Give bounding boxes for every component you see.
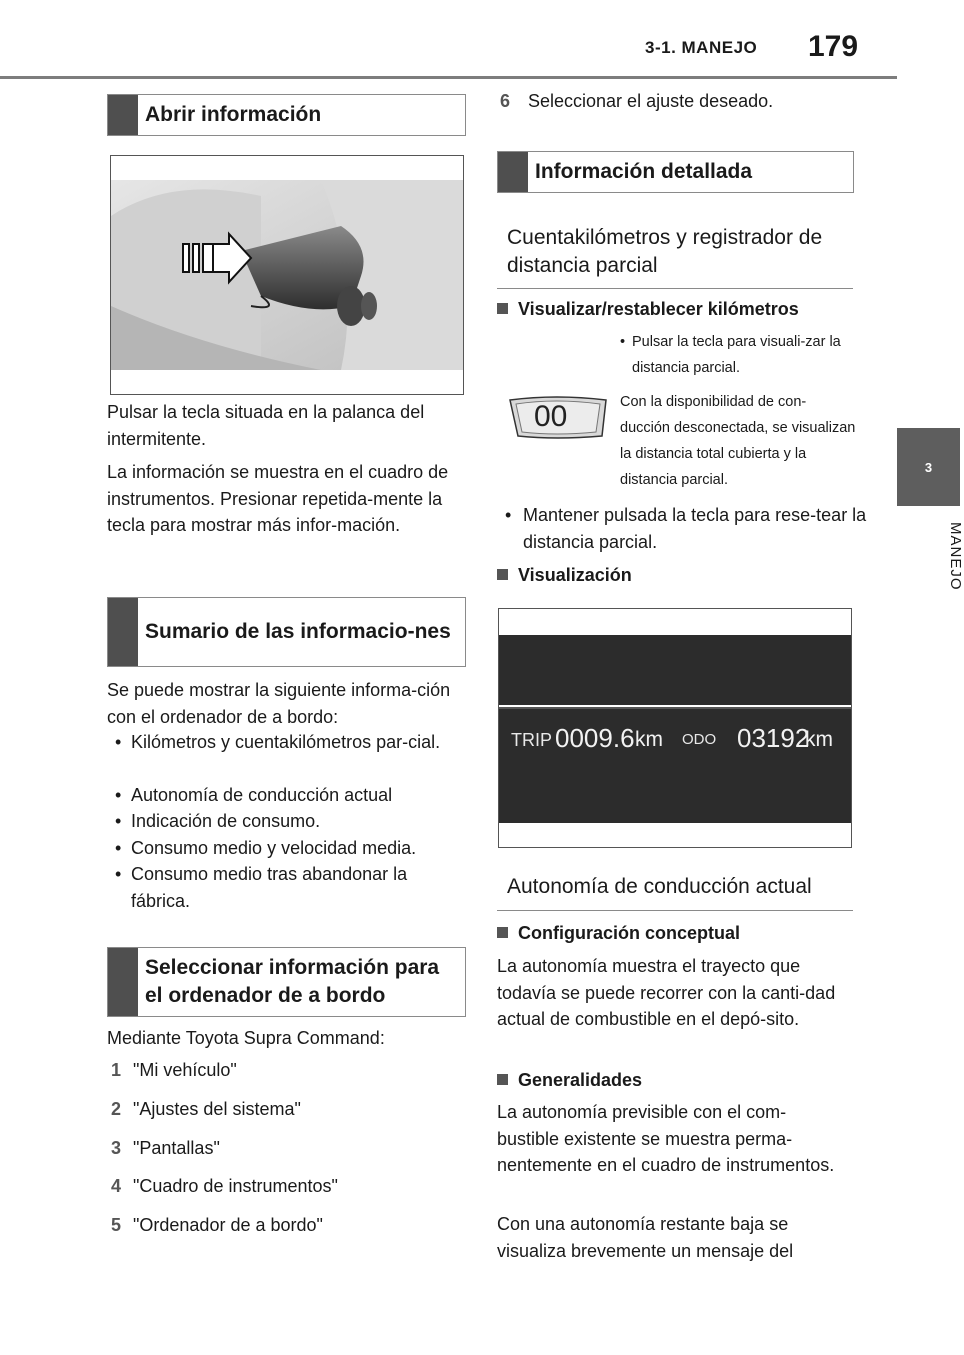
instrument-display-illustration [498,608,852,848]
step-item: 3 "Pantallas" [111,1138,220,1158]
heading-seleccionar: Seleccionar información para el ordenador de a bordo [107,947,466,1017]
trip-label: TRIP [511,730,553,750]
para-informacion-cuadro: La información se muestra en el cuadro de instrumentos. Presionar repetida-mente la tecla para mostrar más infor-mación. [107,462,449,535]
bullet-mantener: • Mantener pulsada la tecla para rese-tear la distancia parcial. [505,505,867,552]
chapter-label: MANEJO [947,522,964,591]
step-item: 4 "Cuadro de instrumentos" [111,1176,338,1196]
trip-unit: km [635,728,663,751]
turn-signal-stalk-image [111,156,463,394]
list-item: • Indicación de consumo. [115,811,321,831]
bold-heading-generalidades: Generalidades [497,1070,857,1091]
list-item: • Consumo medio tras abandonar la fábrica. [115,864,408,911]
reset-button-illustration [506,394,610,442]
odo-label: ODO [682,731,717,748]
heading-informacion-detallada: Información detallada [497,151,854,193]
step-item: 1 "Mi vehículo" [111,1060,237,1080]
header-rule [0,76,960,79]
stalk-illustration [110,155,464,395]
subheading-cuentakilometros: Cuentakilómetros y registrador de distancia parcial [507,226,823,277]
button-digits: 00 [534,400,568,433]
step-item: 2 "Ajustes del sistema" [111,1099,301,1119]
running-header-section: 3-1. MANEJO [645,38,758,57]
trip-value: 0009.6 [555,723,635,753]
step-item: 5 "Ordenador de a bordo" [111,1215,323,1235]
bold-heading-configuracion: Configuración conceptual [497,923,857,944]
step-item-6: 6 Seleccionar el ajuste deseado. [500,91,774,111]
para-autonomia-baja: Con una autonomía restante baja se visualiza brevemente un mensaje del [497,1214,794,1261]
heading-abrir-informacion: Abrir información [107,94,466,136]
para-autonomia-muestra: La autonomía muestra el trayecto que todavía se puede recorrer con la canti-dad actual de combustible en el depó-sito. [497,956,836,1029]
para-pulsar-tecla: Pulsar la tecla situada en la palanca del intermitente. [107,402,425,449]
subheading-rule [497,910,853,911]
note-disponibilidad: Con la disponibilidad de con-ducción desconectada, se visualizan la distancia total cubierta y la distancia parcial. [620,394,856,488]
para-mediante: Mediante Toyota Supra Command: [107,1028,385,1048]
odo-value: 03192 [737,723,810,753]
bold-heading-visualizacion: Visualización [497,565,857,586]
list-item: • Kilómetros y cuentakilómetros par-cial. [115,732,441,752]
page-number: 179 [808,30,859,63]
subheading-rule [497,288,853,289]
odo-unit: km [805,728,833,751]
chapter-tab: 3 [897,428,960,506]
list-item: • Autonomía de conducción actual [115,785,393,805]
list-item: • Consumo medio y velocidad media. [115,838,417,858]
bold-heading-visualizar: Visualizar/restablecer kilómetros [497,299,857,320]
subheading-autonomia: Autonomía de conducción actual [507,875,812,898]
note-pulsar-tecla: • Pulsar la tecla para visuali-zar la distancia parcial. [620,334,841,376]
heading-sumario: Sumario de las informacio-nes [107,597,466,667]
para-se-puede-mostrar: Se puede mostrar la siguiente informa-ción con el ordenador de a bordo: [107,680,451,727]
para-autonomia-previsible: La autonomía previsible con el com-bustible existente se muestra perma-nentemente en el cuadro de instrumentos. [497,1102,835,1175]
